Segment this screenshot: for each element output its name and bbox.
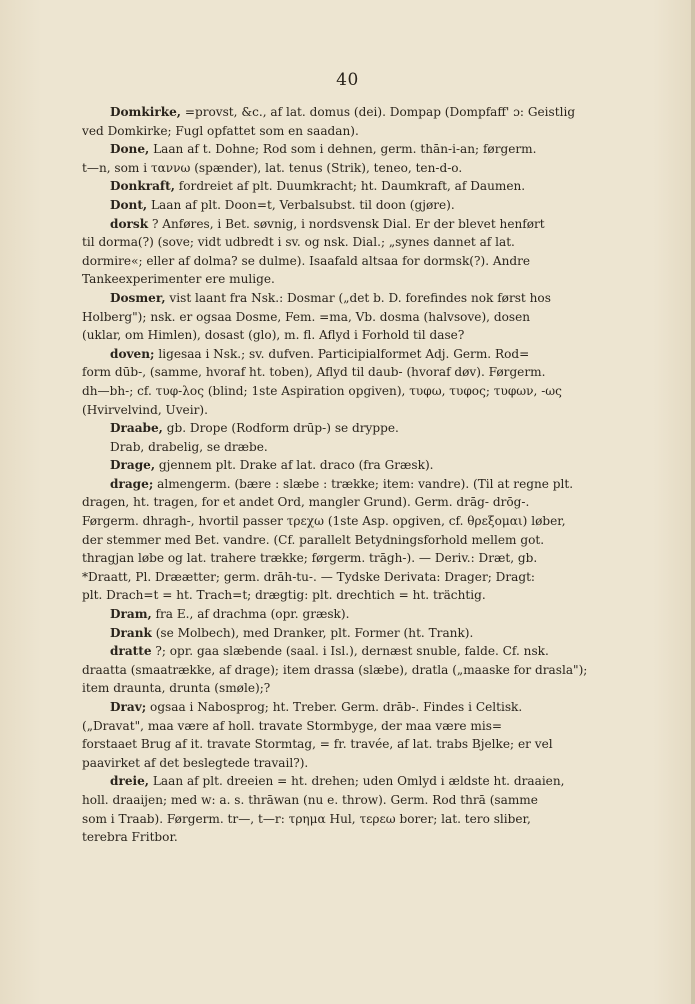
entry-text: gjennem plt. Drake af lat. draco (fra Græsk). bbox=[155, 458, 434, 473]
entry-text: som i Traab). Førgerm. tr—, t—r: τρημα Hul, τερεω borer; lat. tero sliber, bbox=[82, 811, 531, 826]
entry-text: Førgerm. dhragh-, hvortil passer τρεχω (1ste Asp. opgiven, cf. θρεξομαι) løber, bbox=[82, 514, 566, 529]
entry-text: Laan af plt. dreeien = ht. drehen; uden Omlyd i ældste ht. draaien, bbox=[149, 774, 565, 789]
entry-line bbox=[82, 493, 627, 512]
dictionary-entry bbox=[82, 624, 627, 643]
dictionary-entry bbox=[82, 642, 627, 698]
entry-line bbox=[82, 735, 627, 754]
entry-text: dormire«; eller af dolma? se dulme). Isaafald altsaa for dormsk(?). Andre bbox=[82, 253, 531, 268]
entry-text: (uklar, om Himlen), dosast (glo), m. fl. Aflyd i Forhold til dase? bbox=[82, 328, 465, 343]
entry-line bbox=[82, 754, 627, 773]
entry-text: =provst, &c., af lat. domus (dei). Dompap (Dompfaff' ɔ: Geistlig bbox=[180, 105, 576, 119]
entry-line bbox=[82, 382, 627, 401]
entry-line bbox=[82, 810, 627, 829]
entry-text: til dorma(?) (sove; vidt udbredt i sv. og nsk. Dial.; „synes dannet af lat. bbox=[82, 235, 515, 250]
entry-text: ligesaa i Nsk.; sv. dufven. Participialformet Adj. Germ. Rod= bbox=[154, 346, 530, 361]
entry-line bbox=[82, 772, 627, 791]
entry-line bbox=[82, 605, 627, 624]
entry-headword: Dont, bbox=[110, 197, 148, 212]
entry-text: (se Molbech), med Dranker, plt. Former (ht. Trank). bbox=[151, 625, 474, 640]
entry-text: ved Domkirke; Fugl opfattet som en saadan). bbox=[82, 123, 359, 138]
dictionary-entry bbox=[82, 103, 627, 140]
entry-text: item draunta, drunta (smøle);? bbox=[82, 681, 271, 696]
page-number: 40 bbox=[336, 70, 359, 90]
entry-line bbox=[82, 122, 627, 141]
entry-text: ogsaa i Nabosprog; ht. Treber. Germ. drāb-. Findes i Celtisk. bbox=[146, 700, 523, 714]
entry-line bbox=[82, 531, 627, 550]
entry-text: Holberg"); nsk. er ogsaa Dosme, Fem. =ma, Vb. dosma (halvsove), dosen bbox=[82, 309, 531, 324]
entry-text: form dūb-, (samme, hvoraf ht. toben), Aflyd til daub- (hvoraf døv). Førgerm. bbox=[82, 365, 546, 380]
entry-text: paavirket af det beslegtede travail?). bbox=[82, 755, 309, 770]
entry-line bbox=[82, 717, 627, 736]
entry-text: dh—bh-; cf. τυφ-λος (blind; 1ste Aspiration opgiven), τυφω, τυφος; τυφων, -ως bbox=[82, 383, 562, 398]
dictionary-entry bbox=[82, 772, 627, 846]
dictionary-entry bbox=[82, 419, 627, 438]
entry-text: ? Anføres, i Bet. søvnig, i nordsvensk Dial. Er der blevet henført bbox=[148, 216, 545, 231]
entry-line bbox=[82, 549, 627, 568]
entry-text: almengerm. (bære : slæbe : trække; item: vandre). (Til at regne plt. bbox=[153, 476, 574, 491]
entry-line bbox=[82, 791, 627, 810]
dictionary-entry bbox=[82, 196, 627, 215]
entry-text: *Draatt, Pl. Dræætter; germ. drāh-tu-. — Tydske Derivata: Drager; Dragt: bbox=[82, 569, 536, 584]
entry-line bbox=[82, 642, 627, 661]
entry-text: thragjan løbe og lat. trahere trække; førgerm. trāgh-). — Deriv.: Dræt, gb. bbox=[82, 551, 538, 566]
entry-headword: Domkirke, bbox=[110, 105, 181, 119]
entry-line bbox=[82, 252, 627, 271]
dictionary-entry bbox=[82, 345, 627, 419]
dictionary-entry bbox=[82, 605, 627, 624]
entry-headword: dratte bbox=[110, 644, 152, 659]
entry-headword: Drank bbox=[110, 625, 152, 640]
entry-line bbox=[82, 270, 627, 289]
entry-line bbox=[82, 140, 627, 159]
entry-text: vist laant fra Nsk.: Dosmar („det b. D. forefindes nok først hos bbox=[165, 290, 551, 305]
entry-line bbox=[82, 475, 627, 494]
entry-headword: Drage, bbox=[110, 458, 156, 473]
entry-headword: Draabe, bbox=[110, 421, 163, 436]
entry-line bbox=[82, 177, 627, 196]
entry-headword: Dosmer, bbox=[110, 290, 166, 305]
entry-line bbox=[82, 401, 627, 420]
entry-text: terebra Fritbor. bbox=[82, 830, 178, 845]
dictionary-entry bbox=[82, 140, 627, 177]
entry-line bbox=[82, 233, 627, 252]
entry-text: plt. Drach=t = ht. Trach=t; drægtig: plt. drechtich = ht. trächtig. bbox=[82, 588, 486, 603]
entry-line bbox=[82, 698, 627, 717]
entry-text: forstaaet Brug af it. travate Stormtag, = fr. travée, af lat. trabs Bjelke; er vel bbox=[82, 737, 553, 752]
entry-line bbox=[82, 679, 627, 698]
entry-line bbox=[82, 289, 627, 308]
dictionary-entry bbox=[82, 215, 627, 289]
entry-line bbox=[82, 568, 627, 587]
dictionary-entry bbox=[82, 438, 627, 457]
entry-headword: Donkraft, bbox=[110, 179, 175, 194]
dictionary-entry bbox=[82, 289, 627, 345]
page-edge bbox=[691, 0, 695, 1004]
entry-line bbox=[82, 661, 627, 680]
entry-line bbox=[82, 828, 627, 847]
entry-headword: doven; bbox=[110, 346, 155, 361]
entry-text: (Hvirvelvind, Uveir). bbox=[82, 402, 208, 417]
entry-line bbox=[82, 512, 627, 531]
entry-line bbox=[82, 103, 627, 122]
entry-line bbox=[82, 215, 627, 234]
entry-text: Laan af t. Dohne; Rod som i dehnen, germ. thān-i-an; førgerm. bbox=[149, 142, 537, 157]
entry-line bbox=[82, 363, 627, 382]
entry-text: fra E., af drachma (opr. græsk). bbox=[151, 607, 350, 622]
entry-text: gb. Drope (Rodform drūp-) se dryppe. bbox=[162, 421, 399, 436]
entry-text: Laan af plt. Doon=t, Verbalsubst. til doon (gjøre). bbox=[147, 197, 455, 212]
entry-headword: Done, bbox=[110, 142, 150, 157]
entry-line bbox=[82, 159, 627, 178]
dictionary-entry bbox=[82, 177, 627, 196]
entry-headword: Dram, bbox=[110, 607, 152, 622]
dictionary-entry bbox=[82, 698, 627, 772]
entry-line bbox=[82, 196, 627, 215]
entry-text: der stemmer med Bet. vandre. (Cf. parallelt Betydningsforhold mellem got. bbox=[82, 532, 545, 547]
entry-headword: Drav; bbox=[110, 700, 147, 714]
entry-line bbox=[82, 308, 627, 327]
entry-text: Drab, drabelig, se dræbe. bbox=[110, 439, 268, 454]
entry-text: t—n, som i ταννω (spænder), lat. tenus (Strik), teneo, ten-d-o. bbox=[82, 160, 463, 175]
entry-line bbox=[82, 586, 627, 605]
dictionary-entry bbox=[82, 475, 627, 605]
entry-text: („Dravat", maa være af holl. travate Stormbyge, der maa være mis= bbox=[82, 718, 503, 733]
entry-text: dragen, ht. tragen, for et andet Ord, mangler Grund). Germ. drāg- drōg-. bbox=[82, 495, 530, 510]
entry-line bbox=[82, 438, 627, 457]
entry-line bbox=[82, 326, 627, 345]
dictionary-text bbox=[82, 103, 627, 847]
entry-line bbox=[82, 456, 627, 475]
entry-headword: drage; bbox=[110, 476, 154, 491]
dictionary-entry bbox=[82, 456, 627, 475]
entry-text: Tankeexperimenter ere mulige. bbox=[82, 272, 275, 287]
entry-text: draatta (smaatrække, af drage); item drassa (slæbe), dratla („maaske for drasla"); bbox=[82, 662, 588, 677]
entry-headword: dorsk bbox=[110, 216, 149, 231]
entry-line bbox=[82, 419, 627, 438]
entry-text: holl. draaijen; med w: a. s. thrāwan (nu e. throw). Germ. Rod thrā (samme bbox=[82, 792, 538, 807]
entry-line bbox=[82, 624, 627, 643]
entry-text: fordreiet af plt. Duumkracht; ht. Daumkraft, af Daumen. bbox=[174, 179, 526, 194]
entry-line bbox=[82, 345, 627, 364]
entry-headword: dreie, bbox=[110, 774, 150, 789]
entry-text: ?; opr. gaa slæbende (saal. i Isl.), dernæst snuble, falde. Cf. nsk. bbox=[151, 644, 549, 659]
